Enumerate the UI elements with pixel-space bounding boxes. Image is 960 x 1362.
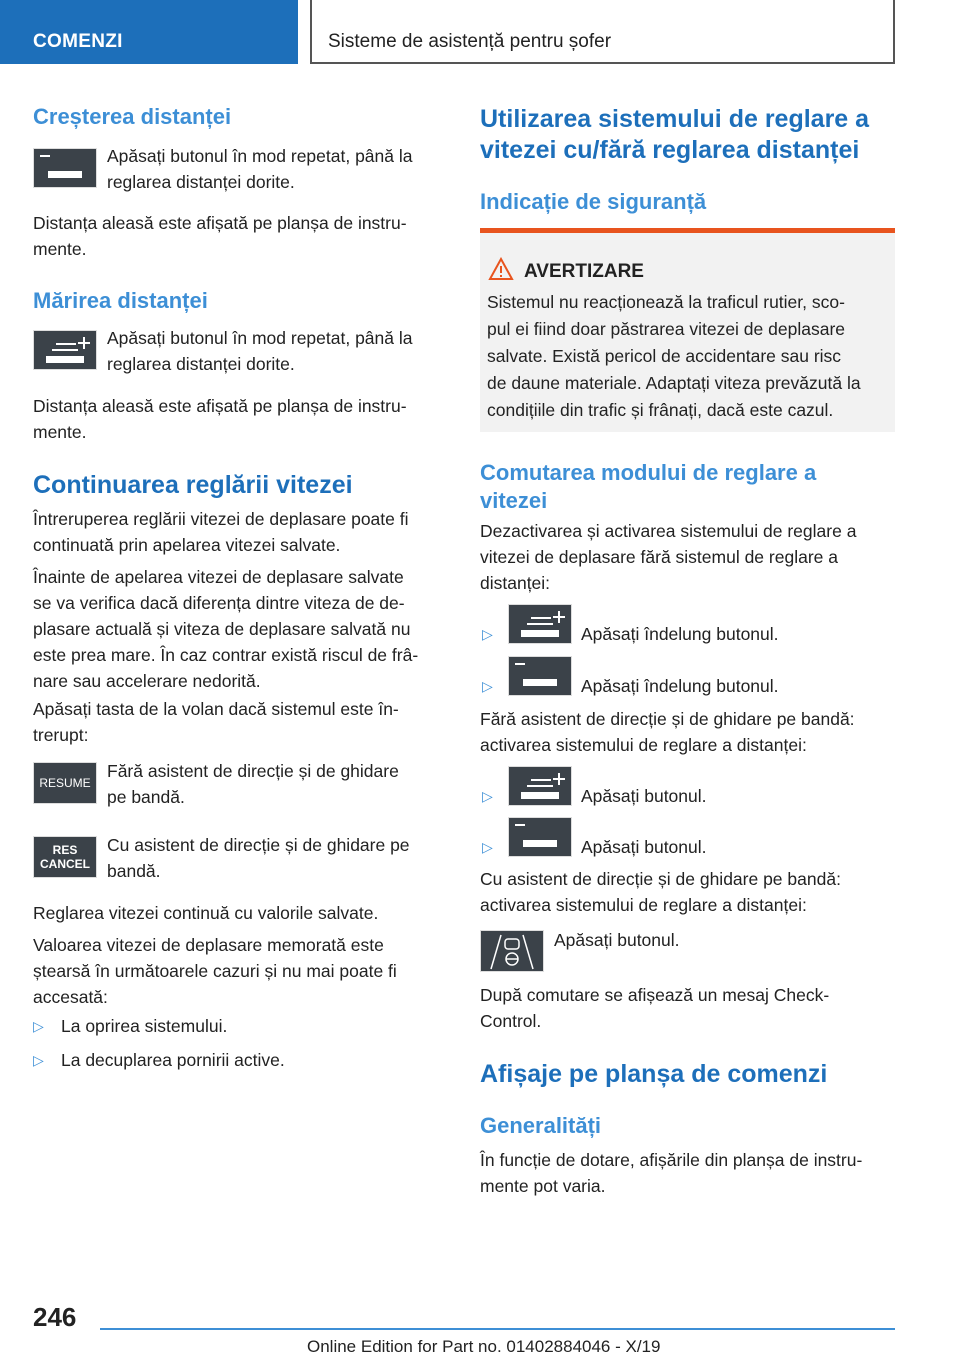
heading-use-system: Utilizarea sistemului de reglare a vitezei cu/fără reglarea distanței	[480, 105, 870, 164]
distance-decrease-button-icon	[508, 817, 572, 857]
heading-general: Generalități	[480, 1113, 602, 1138]
long-press-text: Apăsați îndelung butonul.	[581, 676, 779, 696]
distance-increase-button-icon	[508, 766, 572, 806]
distance-decrease-button-icon	[508, 656, 572, 696]
footer-divider	[100, 1328, 895, 1330]
res-cancel-button-icon: RES CANCEL	[33, 836, 97, 878]
heading-enlarge-distance: Mărirea distanței	[33, 288, 208, 313]
cont-p2: Înainte de apelarea vitezei de deplasare salvate se va verifica dacă diferența dintre viteza de de- plasare actuală și viteza de deplasare salvată nu este prea mare. În caz contrar există riscul de frâ- nare sau accelerare nedorită.	[33, 567, 419, 691]
long-press-text: Apăsați îndelung butonul.	[581, 624, 779, 644]
section-tab[interactable]	[0, 0, 298, 64]
cont-p1: Întreruperea reglării vitezei de deplasare poate fi continuată prin apelarea vitezei salvate.	[33, 509, 409, 555]
heading-continue-speed: Continuarea reglării vitezei	[33, 471, 353, 499]
bullet-arrow-icon: ▷	[482, 626, 493, 642]
distance-increase-button-icon	[508, 604, 572, 644]
heading-safety: Indicație de siguranță	[480, 189, 707, 214]
chapter-title: Sisteme de asistență pentru șofer	[328, 31, 612, 52]
sw-p2: Fără asistent de direcție și de ghidare pe bandă: activarea sistemului de reglare a distanței:	[480, 709, 855, 755]
chapter-box	[310, 0, 895, 64]
press-text: Apăsați butonul.	[554, 930, 680, 950]
bullet-arrow-icon: ▷	[482, 839, 493, 855]
inc-text: Apăsați butonul în mod repetat, până la reglarea distanței dorite.	[107, 146, 413, 192]
warning-text: Sistemul nu reacționează la traficul rutier, sco- pul ei fiind doar păstrarea vitezei de deplasare salvate. Există pericol de accidentare sau risc de daune materiale. Adaptați viteza prevăzută la condițiile din trafic și frânați, dacă este cazul.	[487, 292, 861, 420]
heading-displays: Afișaje pe planșa de comenzi	[480, 1060, 828, 1088]
list-item: La decuplarea pornirii active.	[61, 1050, 285, 1070]
sw-p4: După comutare se afișează un mesaj Check- Control.	[480, 985, 830, 1031]
bullet-arrow-icon: ▷	[482, 678, 493, 694]
resume-text: Fără asistent de direcție și de ghidare pe bandă.	[107, 761, 399, 807]
heading-increase-distance: Creșterea distanței	[33, 104, 232, 129]
enl-text: Apăsați butonul în mod repetat, până la reglarea distanței dorite.	[107, 328, 413, 374]
footer-edition: Online Edition for Part no. 01402884046 - X/19	[307, 1337, 661, 1356]
distance-decrease-button-icon	[33, 148, 97, 188]
resume-button-icon: RESUME	[33, 762, 97, 804]
bullet-arrow-icon: ▷	[33, 1052, 44, 1068]
press-text: Apăsați butonul.	[581, 837, 707, 857]
sw-p1: Dezactivarea și activarea sistemului de reglare a vitezei de deplasare fără sistemul de reglare a distanței:	[480, 521, 857, 593]
distance-increase-button-icon	[33, 330, 97, 370]
cont-p3: Apăsați tasta de la volan dacă sistemul este în- trerupt:	[33, 699, 399, 745]
page-number: 246	[33, 1302, 77, 1332]
inc-after: Distanța aleasă este afișată pe planșa de instru- mente.	[33, 213, 407, 259]
warning-title: AVERTIZARE	[524, 261, 644, 282]
bullet-arrow-icon: ▷	[33, 1018, 44, 1034]
warning-triangle-icon	[488, 257, 514, 281]
section-title: COMENZI	[33, 31, 123, 52]
rescancel-text: Cu asistent de direcție și de ghidare pe bandă.	[107, 835, 410, 881]
cont-p5: Valoarea vitezei de deplasare memorată este ștearsă în următoarele cazuri și nu mai poate fi accesată:	[33, 935, 397, 1007]
gen-text: În funcție de dotare, afișările din planșa de instru- mente pot varia.	[480, 1150, 863, 1196]
press-text: Apăsați butonul.	[581, 786, 707, 806]
list-item: La oprirea sistemului.	[61, 1016, 228, 1036]
enl-after: Distanța aleasă este afișată pe planșa de instru- mente.	[33, 396, 407, 442]
sw-p3: Cu asistent de direcție și de ghidare pe bandă: activarea sistemului de reglare a distanței:	[480, 869, 841, 915]
cont-p4: Reglarea vitezei continuă cu valorile salvate.	[33, 903, 379, 923]
page-header	[0, 0, 960, 66]
heading-switch-mode: Comutarea modului de reglare a vitezei	[480, 460, 817, 513]
lane-assist-button-icon	[480, 930, 544, 972]
bullet-arrow-icon: ▷	[482, 788, 493, 804]
warning-box	[480, 228, 895, 432]
